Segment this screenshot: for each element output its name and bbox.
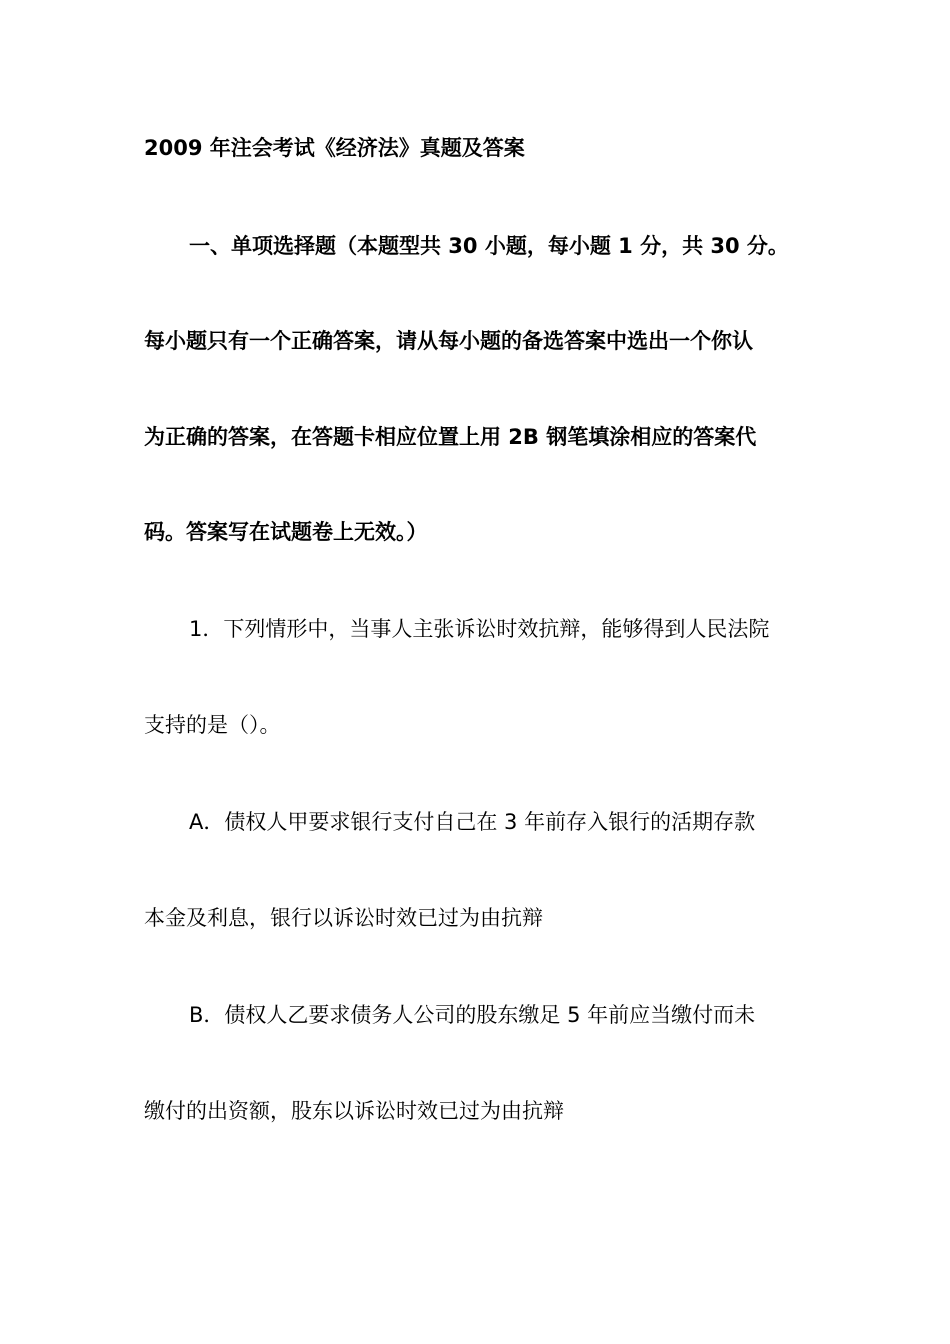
document-title: 2009 年注会考试《经济法》真题及答案 [144, 136, 525, 160]
section-heading-line-3: 为正确的答案，在答题卡相应位置上用 2B 钢笔填涂相应的答案代 [144, 425, 757, 449]
section-heading-line-1: 一、单项选择题（本题型共 30 小题，每小题 1 分，共 30 分。 [189, 234, 789, 258]
question-1-option-b-line-2: 缴付的出资额，股东以诉讼时效已过为由抗辩 [144, 1099, 564, 1123]
section-heading-line-4: 码。答案写在试题卷上无效。） [144, 520, 428, 544]
question-1-stem-line-2: 支持的是（）。 [144, 713, 281, 737]
section-heading-line-2: 每小题只有一个正确答案，请从每小题的备选答案中选出一个你认 [144, 329, 753, 353]
question-1-option-b-line-1: B．债权人乙要求债务人公司的股东缴足 5 年前应当缴付而未 [189, 1003, 756, 1027]
question-1-option-a-line-1: A．债权人甲要求银行支付自己在 3 年前存入银行的活期存款 [189, 810, 756, 834]
question-1-stem-line-1: 1．下列情形中，当事人主张诉讼时效抗辩，能够得到人民法院 [189, 617, 770, 641]
question-1-option-a-line-2: 本金及利息，银行以诉讼时效已过为由抗辩 [144, 906, 543, 930]
